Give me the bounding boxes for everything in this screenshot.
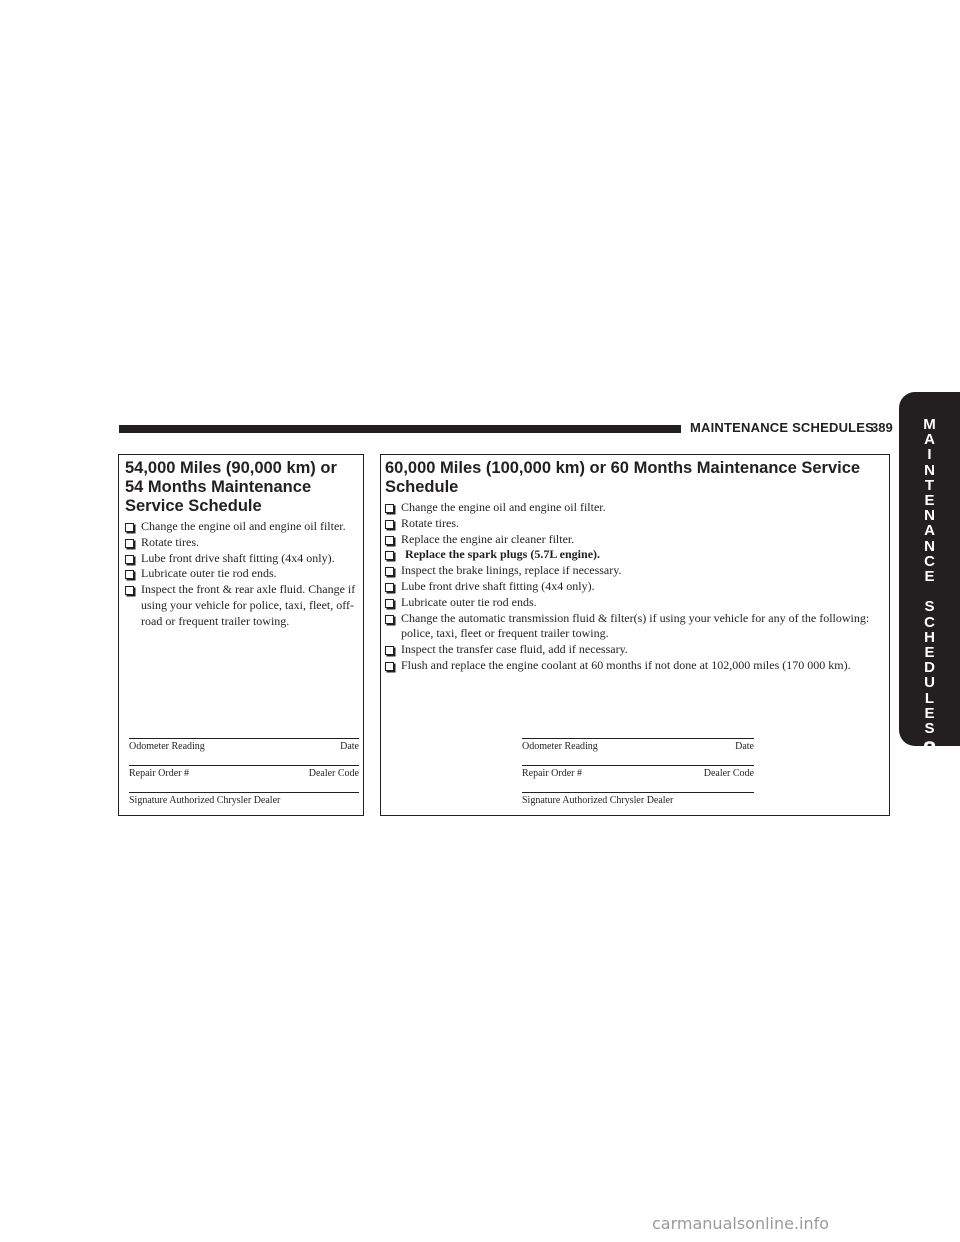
signature-line: [522, 792, 754, 809]
checkbox-icon[interactable]: [385, 662, 394, 671]
checkbox-icon[interactable]: [125, 555, 134, 564]
checklist: [385, 500, 883, 674]
checklist-item: Lube front drive shaft fitting (4x4 only).: [385, 579, 883, 595]
signature-label: Signature Authorized Chrysler Dealer: [129, 795, 281, 806]
repair-order-line: [129, 765, 359, 782]
signature-line: [129, 792, 359, 809]
date-label: Date: [735, 741, 754, 752]
watermark: carmanualsonline.info: [652, 1214, 830, 1233]
chapter-side-tab: [899, 392, 960, 765]
dealer-code-label: Dealer Code: [308, 768, 359, 779]
checklist-item: Replace the spark plugs (5.7L engine).: [385, 547, 883, 563]
odometer-date-line: [522, 738, 754, 755]
checklist-item: Inspect the front & rear axle fluid. Change if using your vehicle for police, taxi, fleet, off-road or frequent trailer towing.: [125, 582, 357, 629]
checklist-item: Lube front drive shaft fitting (4x4 only).: [125, 551, 357, 567]
checkbox-icon[interactable]: [385, 583, 394, 592]
checklist-item: Change the engine oil and engine oil filter.: [385, 500, 883, 516]
checklist: [125, 519, 357, 630]
checkbox-icon[interactable]: [385, 567, 394, 576]
date-label: Date: [340, 741, 359, 752]
checkbox-icon[interactable]: [125, 523, 134, 532]
checklist-item: Lubricate outer tie rod ends.: [385, 595, 883, 611]
checkbox-icon[interactable]: [385, 536, 394, 545]
side-tab-label: M A I N T E N A N C E S C H E D U L E S: [923, 416, 936, 738]
checklist-item: Lubricate outer tie rod ends.: [125, 566, 357, 582]
schedule-title: 54,000 Miles (90,000 km) or 54 Months Maintenance Service Schedule: [125, 459, 337, 515]
checkbox-icon[interactable]: [385, 504, 394, 513]
checkbox-icon[interactable]: [385, 599, 394, 608]
odometer-date-line: [129, 738, 359, 755]
checklist-item: Inspect the transfer case fluid, add if necessary.: [385, 642, 883, 658]
checkbox-icon[interactable]: [385, 615, 394, 624]
checkbox-icon[interactable]: [385, 646, 394, 655]
checkbox-icon[interactable]: [385, 520, 394, 529]
schedule-title: 60,000 Miles (100,000 km) or 60 Months Maintenance Service Schedule: [385, 459, 861, 496]
checkbox-icon[interactable]: [125, 586, 134, 595]
checklist-item: Rotate tires.: [385, 516, 883, 532]
repair-order-label: Repair Order #: [522, 768, 582, 779]
odometer-label: Odometer Reading: [522, 741, 598, 752]
page-number: 389: [871, 420, 893, 435]
schedule-box-54000: [118, 454, 364, 816]
checkbox-icon[interactable]: [385, 551, 394, 560]
chapter-number: 8: [922, 737, 937, 765]
schedule-box-60000: [380, 454, 890, 816]
odometer-label: Odometer Reading: [129, 741, 205, 752]
checklist-item: Inspect the brake linings, replace if necessary.: [385, 563, 883, 579]
header-rule: [119, 425, 681, 433]
checklist-item: Replace the engine air cleaner filter.: [385, 532, 883, 548]
checklist-item: Change the automatic transmission fluid & filter(s) if using your vehicle for any of the following: police, taxi, fleet or frequent trailer towing.: [385, 611, 883, 643]
checklist-item: Change the engine oil and engine oil filter.: [125, 519, 357, 535]
checklist-item: Rotate tires.: [125, 535, 357, 551]
signature-label: Signature Authorized Chrysler Dealer: [522, 795, 674, 806]
repair-order-line: [522, 765, 754, 782]
repair-order-label: Repair Order #: [129, 768, 189, 779]
checkbox-icon[interactable]: [125, 570, 134, 579]
checklist-item: Flush and replace the engine coolant at 60 months if not done at 102,000 miles (170 000 km).: [385, 658, 883, 674]
checkbox-icon[interactable]: [125, 539, 134, 548]
page-header-title: MAINTENANCE SCHEDULES: [690, 420, 875, 435]
dealer-code-label: Dealer Code: [703, 768, 754, 779]
